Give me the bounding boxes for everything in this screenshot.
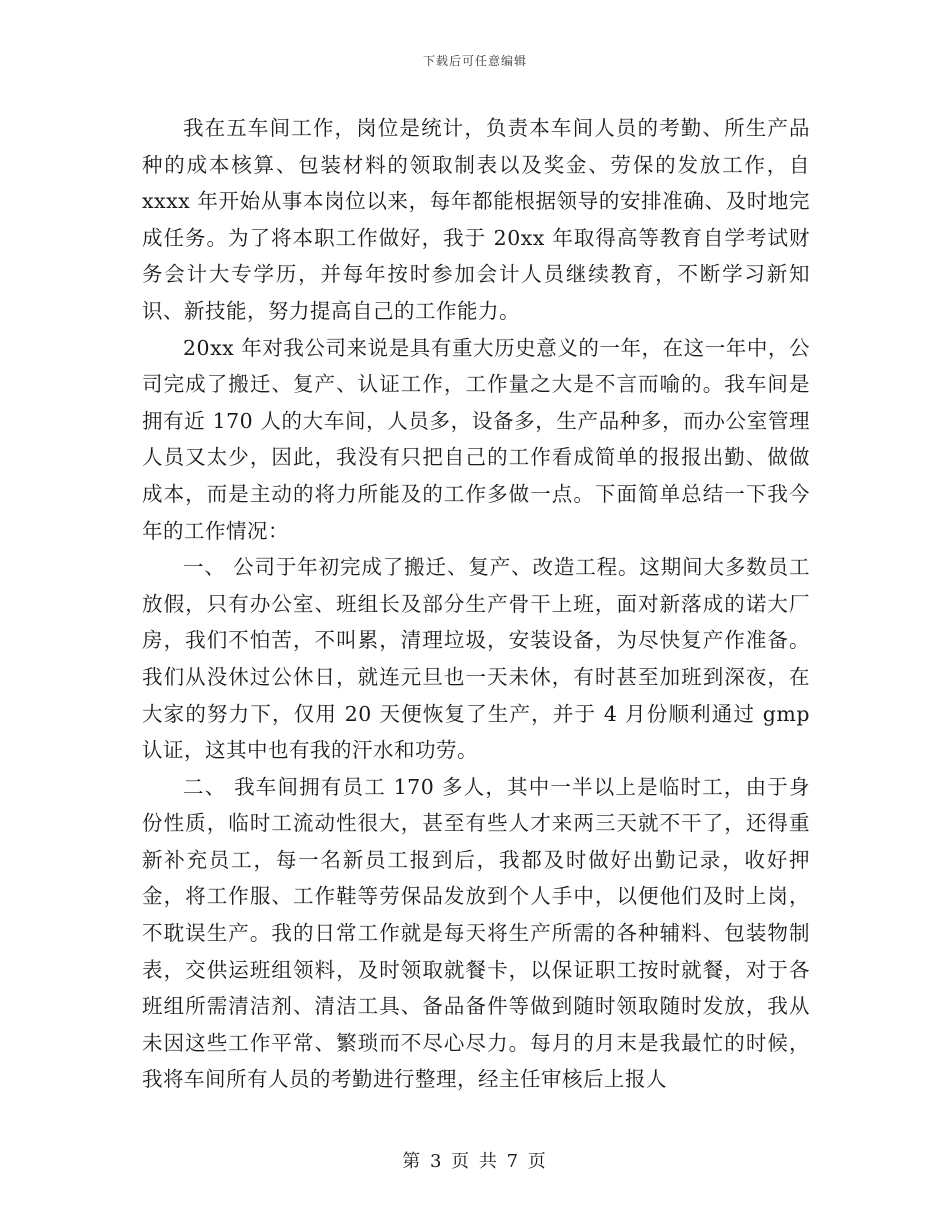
- page-number: 第 3 页 共 7 页: [402, 1151, 548, 1172]
- document-body: [142, 110, 810, 1098]
- paragraph-3: 一、 公司于年初完成了搬迁、复产、改造工程。这期间大多数员工放假，只有办公室、班组长及部分生产骨干上班，面对新落成的诺大厂房，我们不怕苦，不叫累，清理垃圾，安装设备，为尽快复产作准备。我们从没休过公休日，就连元旦也一天未休，有时甚至加班到深夜，在大家的努力下，仅用 20 天便恢复了生产，并于 4 月份顺利通过 gmp 认证，这其中也有我的汗水和功劳。: [142, 555, 810, 763]
- header-note: 下载后可任意编辑: [422, 54, 527, 68]
- paragraph-2: 20xx 年对我公司来说是具有重大历史意义的一年，在这一年中，公司完成了搬迁、复产、认证工作，工作量之大是不言而喻的。我车间是拥有近 170 人的大车间，人员多，设备多，生产品种多，而办公室管理人员又太少，因此，我没有只把自己的工作看成简单的报报出勤、做做成本，而是主动的将力所能及的工作多做一点。下面简单总结一下我今年的工作情况：: [142, 335, 810, 543]
- paragraph-4: 二、 我车间拥有员工 170 多人，其中一半以上是临时工，由于身份性质，临时工流动性很大，甚至有些人才来两三天就不干了，还得重新补充员工，每一名新员工报到后，我都及时做好出勤记录，收好押金，将工作服、工作鞋等劳保品发放到个人手中，以便他们及时上岗，不耽误生产。我的日常工作就是每天将生产所需的各种辅料、包装物制表，交供运班组领料，及时领取就餐卡，以保证职工按时就餐，对于各班组所需清洁剂、清洁工具、备品备件等做到随时领取随时发放，我从未因这些工作平常、繁琐而不尽心尽力。每月的月末是我最忙的时候，我将车间所有人员的考勤进行整理，经主任审核后上报人: [142, 774, 810, 1092]
- paragraph-1: 我在五车间工作，岗位是统计，负责本车间人员的考勤、所生产品种的成本核算、包装材料的领取制表以及奖金、劳保的发放工作，自 xxxx 年开始从事本岗位以来，每年都能根据领导的安排准确、及时地完成任务。为了将本职工作做好，我于 20xx 年取得高等教育自学考试财务会计大专学历，并每年按时参加会计人员继续教育，不断学习新知识、新技能，努力提高自己的工作能力。: [142, 116, 810, 323]
